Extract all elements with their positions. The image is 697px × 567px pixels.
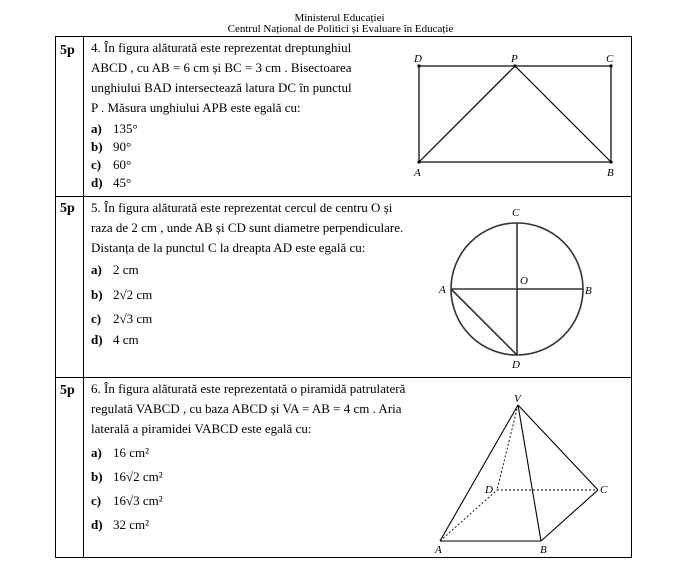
q4-label-d: D bbox=[414, 53, 422, 65]
q4-point-a bbox=[417, 160, 420, 163]
q5-label-c: C bbox=[512, 207, 520, 219]
q4-line-3: unghiului BAD intersectează latura DC în punctul bbox=[91, 80, 352, 95]
q4-segment-pb bbox=[515, 66, 611, 162]
q6-figure-pyramid bbox=[440, 405, 598, 541]
q4-segment-ap bbox=[419, 66, 515, 162]
q4-option-a: a) 135° bbox=[91, 121, 138, 136]
q6-label-b: B bbox=[540, 544, 547, 556]
q4-option-c: c) 60° bbox=[91, 157, 132, 172]
q5-line-3: Distanța de la punctul C la dreapta AD este egală cu: bbox=[91, 240, 366, 255]
q4-option-b: b) 90° bbox=[91, 139, 132, 154]
q6-option-d: d) 32 cm² bbox=[91, 517, 150, 532]
q6-option-a: a) 16 cm² bbox=[91, 445, 150, 460]
q6-option-b: b) 16√2 cm² bbox=[91, 469, 163, 484]
q6-line-2: regulată VABCD , cu baza ABCD și VA = AB = 4 cm . Aria bbox=[91, 401, 402, 416]
q6-edge-ad bbox=[440, 490, 497, 541]
q5-label-d: D bbox=[512, 359, 520, 371]
q6-label-c: C bbox=[600, 484, 608, 496]
q4-line-4: P . Măsura unghiului APB este egală cu: bbox=[91, 100, 301, 115]
q5-label-a: A bbox=[439, 284, 446, 296]
q6-hidden-edges bbox=[440, 405, 598, 541]
q4-line-2: ABCD , cu AB = 6 cm și BC = 3 cm . Bisectoarea bbox=[91, 60, 352, 75]
header-ministry: Ministerul Educației bbox=[294, 12, 385, 24]
q5-segment-ad bbox=[451, 289, 517, 355]
q6-label-a: A bbox=[435, 544, 442, 556]
q5-figure-circle bbox=[451, 223, 583, 355]
q4-figure-points bbox=[417, 64, 612, 163]
q5-points: 5p bbox=[60, 201, 75, 216]
q6-label-d: D bbox=[485, 484, 493, 496]
q4-line-1: 4. În figura alăturată este reprezentat dreptunghiul bbox=[91, 40, 352, 55]
q5-option-c: c) 2√3 cm bbox=[91, 311, 153, 326]
q5-option-b: b) 2√2 cm bbox=[91, 287, 153, 302]
q6-edge-va bbox=[440, 405, 518, 541]
q5-option-d: d) 4 cm bbox=[91, 332, 139, 347]
q6-option-c: c) 16√3 cm² bbox=[91, 493, 163, 508]
q4-point-b bbox=[609, 160, 612, 163]
q4-label-a: A bbox=[414, 167, 421, 179]
q4-label-c: C bbox=[606, 53, 614, 65]
q5-line-2: raza de 2 cm , unde AB și CD sunt diametre perpendiculare. bbox=[91, 220, 404, 235]
q5-label-b: B bbox=[585, 285, 592, 297]
q6-label-v: V bbox=[514, 393, 521, 405]
q4-label-p: P bbox=[511, 53, 518, 65]
q5-line-1: 5. În figura alăturată este reprezentat cercul de centru O și bbox=[91, 200, 393, 215]
q4-points: 5p bbox=[60, 43, 75, 58]
q6-edge-vd bbox=[497, 405, 518, 490]
q4-option-d: d) 45° bbox=[91, 175, 132, 190]
q5-option-a: a) 2 cm bbox=[91, 262, 139, 277]
q6-line-3: laterală a piramidei VABCD este egală cu: bbox=[91, 421, 312, 436]
q6-edge-bc bbox=[541, 490, 598, 541]
q4-label-b: B bbox=[607, 167, 614, 179]
q4-figure-rectangle bbox=[419, 66, 611, 162]
q5-label-o: O bbox=[520, 275, 528, 287]
q4-rectangle-abcd bbox=[419, 66, 611, 162]
q6-line-1: 6. În figura alăturată este reprezentată o piramidă patrulateră bbox=[91, 381, 406, 396]
q6-points: 5p bbox=[60, 383, 75, 398]
header-center: Centrul Național de Politici și Evaluare în Educație bbox=[227, 23, 454, 35]
